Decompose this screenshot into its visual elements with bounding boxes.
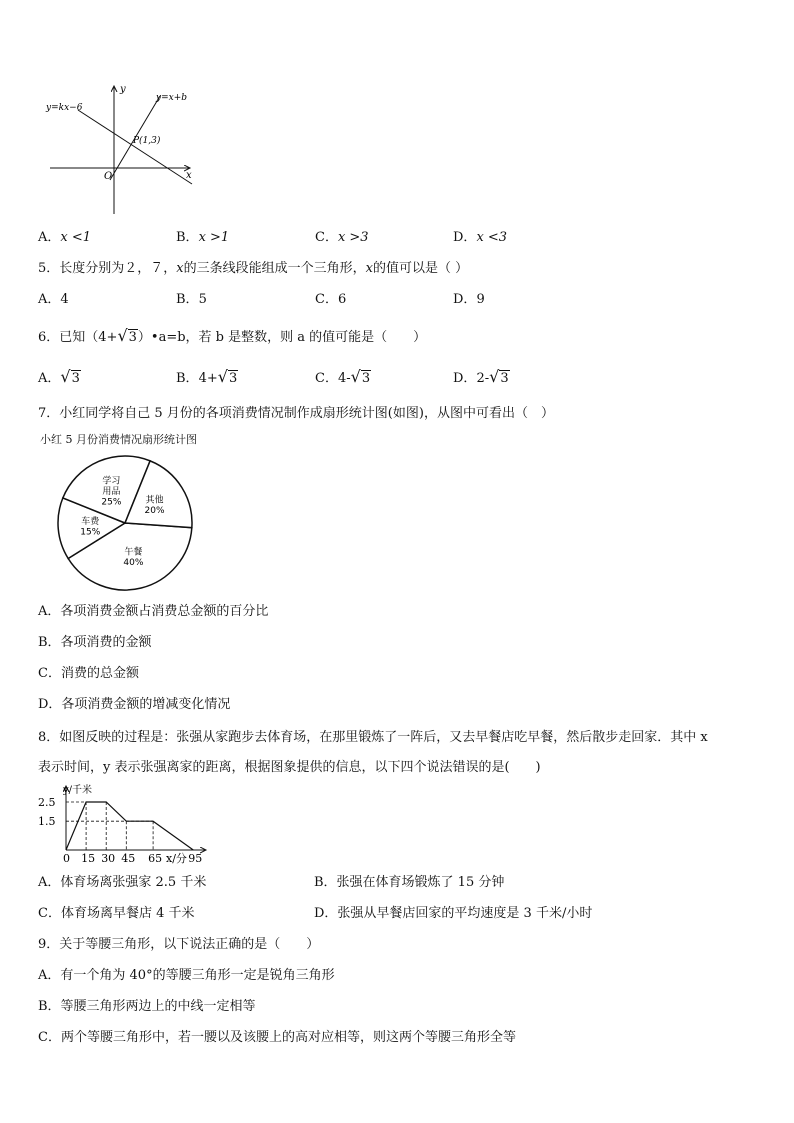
q6-option-c — [315, 369, 371, 385]
q5-option-c — [315, 293, 346, 306]
option-letter: D． — [453, 230, 477, 245]
option-letter: A． — [38, 371, 61, 386]
q7-option-d: D．各项消费金额的增减变化情况 — [38, 697, 231, 712]
x-tick-label: 45 — [121, 852, 136, 865]
distance-time-graph — [36, 782, 216, 866]
option-letter: B． — [176, 292, 199, 307]
q6-option-d — [453, 369, 510, 385]
distance-line — [66, 802, 193, 850]
radicand: 3 — [228, 371, 238, 386]
pie-slice-percent: 20% — [144, 505, 165, 516]
radicand: 3 — [71, 371, 80, 386]
option-text: 4 — [60, 292, 69, 307]
option-letter: A． — [38, 230, 61, 245]
q8-stem-line1: 8．如图反映的过程是：张强从家跑步去体育场，在那里锻炼了一阵后，又去早餐店吃早餐，然后散步走回家．其中 x — [38, 730, 708, 745]
q4-option-d — [453, 231, 507, 244]
q9-option-c: C．两个等腰三角形中，若一腰以及该腰上的高对应相等，则这两个等腰三角形全等 — [38, 1030, 516, 1045]
option-letter: D． — [453, 371, 477, 386]
option-letter: C． — [315, 292, 338, 307]
q7-option-b: B．各项消费的金额 — [38, 635, 152, 650]
stem-part: 6．已知（4+ — [38, 330, 118, 345]
q4-line-graph — [40, 80, 210, 220]
q6-stem — [38, 328, 426, 344]
option-pre: 2- — [476, 371, 490, 386]
option-text: x >1 — [198, 230, 230, 245]
option-letter: C． — [315, 230, 338, 245]
stem-var: x — [365, 261, 373, 276]
option-text: x <1 — [60, 230, 92, 245]
sqrt-sign: √3 — [350, 367, 371, 386]
pie-slice-name: 学习 — [102, 476, 121, 487]
radicand: 3 — [128, 330, 137, 345]
q9-option-a: A．有一个角为 40°的等腰三角形一定是锐角三角形 — [38, 968, 335, 983]
pie-chart — [55, 453, 200, 593]
option-pre: 4- — [337, 371, 351, 386]
option-letter: B． — [176, 371, 199, 386]
x-axis-label: x — [186, 170, 192, 181]
option-text: 5 — [198, 292, 207, 307]
q4-option-a — [38, 231, 91, 244]
option-text: 9 — [476, 292, 485, 307]
x-axis-label: x/分 — [166, 852, 187, 865]
option-letter: D． — [453, 292, 477, 307]
y-axis-label: y/千米 — [63, 785, 93, 796]
q9-option-b: B．等腰三角形两边上的中线一定相等 — [38, 999, 256, 1014]
y-tick-label: 1.5 — [38, 815, 56, 829]
q6-option-b — [176, 369, 238, 385]
sqrt-sign: √3 — [117, 326, 137, 345]
q8-option-d: D．张强从早餐店回家的平均速度是 3 千米/小时 — [314, 906, 593, 921]
line2-label: y=x+b — [156, 93, 188, 103]
q8-option-c: C．体育场离早餐店 4 千米 — [38, 906, 195, 921]
y-tick-label: 2.5 — [38, 796, 56, 809]
pie-slice-name: 午餐 — [124, 547, 143, 558]
pie-slice-percent: 15% — [80, 527, 101, 538]
q7-option-c: C．消费的总金额 — [38, 666, 139, 681]
q5-stem — [38, 262, 468, 275]
pie-slice-percent: 25% — [101, 497, 122, 508]
option-letter: C． — [315, 371, 338, 386]
stem-part: 的三条线段能组成一个三角形， — [183, 261, 366, 276]
q4-option-b — [176, 231, 229, 244]
pie-chart-title: 小红 5 月份消费情况扇形统计图 — [40, 433, 197, 446]
option-text: 6 — [337, 292, 347, 307]
option-text: x <3 — [476, 230, 508, 245]
q8-option-b: B．张强在体育场锻炼了 15 分钟 — [314, 875, 505, 890]
option-letter: A． — [38, 292, 61, 307]
radicand: 3 — [500, 371, 509, 386]
pie-slice-percent: 40% — [123, 558, 144, 569]
stem-var: x — [176, 261, 184, 276]
x-tick-label: 30 — [101, 852, 116, 865]
pie-slice-name: 用品 — [102, 486, 121, 497]
q5-option-b — [176, 293, 207, 306]
q8-stem-line2: 表示时间，y 表示张强离家的距离，根据图象提供的信息，以下四个说法错误的是( ) — [38, 760, 541, 775]
option-letter: B． — [176, 230, 199, 245]
point-p-label: P(1,3) — [133, 136, 161, 146]
q4-option-c — [315, 231, 369, 244]
q8-option-a: A．体育场离张强家 2.5 千米 — [38, 875, 207, 890]
pie-slice-name: 车费 — [81, 516, 100, 527]
sqrt-sign: √3 — [60, 367, 80, 386]
x-tick-label: 65 — [148, 852, 163, 865]
q7-option-a: A．各项消费金额占消费总金额的百分比 — [38, 604, 269, 619]
stem-part: 5．长度分别为２，７， — [38, 261, 177, 276]
option-pre: 4+ — [198, 371, 218, 386]
line1-label: y=kx−6 — [46, 103, 83, 113]
origin-label: O — [104, 171, 113, 182]
sqrt-sign: √3 — [489, 367, 509, 386]
line-y-kx-6 — [78, 110, 192, 184]
q9-stem: 9．关于等腰三角形，以下说法正确的是（ ） — [38, 937, 320, 952]
x-tick-label: 0 — [63, 852, 70, 865]
option-text: x >3 — [337, 230, 369, 245]
q5-option-d — [453, 293, 485, 306]
stem-part: 的值可以是（ ） — [372, 261, 469, 276]
stem-part: ）•a=b，若 b 是整数，则 a 的值可能是（ ） — [137, 330, 427, 345]
q7-stem: 7．小红同学将自己 5 月份的各项消费情况制作成扇形统计图(如图)，从图中可看出（ ） — [38, 406, 554, 421]
radicand: 3 — [361, 371, 371, 386]
q5-option-a — [38, 293, 69, 306]
sqrt-sign: √3 — [217, 367, 238, 386]
x-tick-label: 15 — [81, 852, 96, 865]
q6-option-a — [38, 369, 81, 385]
y-axis-label: y — [120, 84, 126, 95]
x-tick-label: 95 — [188, 852, 203, 865]
pie-slice-name: 其他 — [145, 495, 164, 506]
